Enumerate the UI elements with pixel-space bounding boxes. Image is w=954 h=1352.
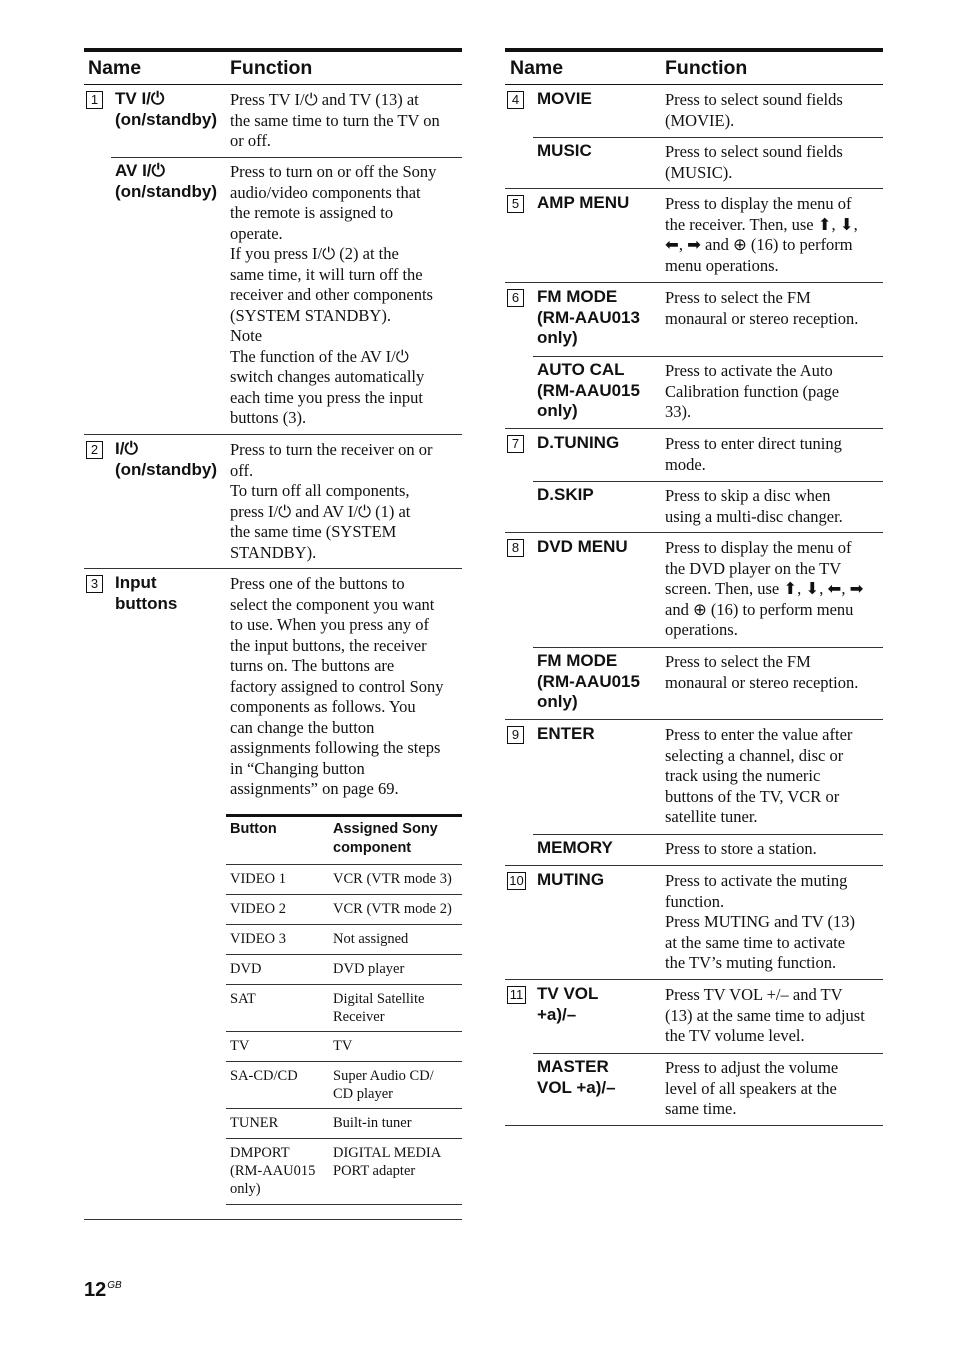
row-name: D.TUNING xyxy=(537,433,620,452)
row-name: AV I/⏻ (on/standby) xyxy=(115,161,217,201)
row-number: 9 xyxy=(507,726,524,744)
left-table-header xyxy=(84,48,462,85)
row-function: Press to turn on or off the Sony audio/video components that the remote is assigned to operate. If you press I/⏻ (2) at the same time, it will turn off the receiver and other components (SYSTEM STANDBY). Note The function of the AV I/⏻ switch changes automatically each time you press the input buttons (3). xyxy=(230,162,437,427)
cell-component: Not assigned xyxy=(333,931,409,947)
row-number: 2 xyxy=(86,441,103,459)
table-row xyxy=(84,435,462,569)
row-number: 4 xyxy=(507,91,524,109)
row-function: Press to select the FM monaural or stereo reception. xyxy=(665,288,859,328)
row-name: FM MODE (RM-AAU013 only) xyxy=(537,287,640,347)
row-function: Press to turn the receiver on or off. To turn off all components, press I/⏻ and AV I/⏻ (1) at the same time (SYSTEM STANDBY). xyxy=(230,440,433,562)
row-number: 3 xyxy=(86,575,103,593)
header-name: Name xyxy=(88,57,142,79)
cell-button: VIDEO 2 xyxy=(230,901,286,917)
row-number: 5 xyxy=(507,195,524,213)
left-table-bottom-rule xyxy=(84,1219,462,1220)
sub-table-row xyxy=(226,955,462,985)
sub-table-row xyxy=(226,925,462,955)
table-row xyxy=(84,569,462,1219)
table-row xyxy=(505,189,883,283)
table-row xyxy=(505,85,883,137)
row-function: Press to adjust the volume level of all speakers at the same time. xyxy=(665,1058,839,1118)
table-row xyxy=(84,85,462,157)
sub-table-row xyxy=(226,1109,462,1139)
row-function: Press to select the FM monaural or stereo reception. xyxy=(665,652,859,692)
row-function: Press to activate the Auto Calibration function (page 33). xyxy=(665,361,840,421)
row-name: TV I/⏻ (on/standby) xyxy=(115,89,217,129)
row-function: Press to select sound fields (MOVIE). xyxy=(665,90,843,130)
row-name: MUTING xyxy=(537,870,605,889)
cell-component: VCR (VTR mode 2) xyxy=(333,901,452,917)
table-row xyxy=(505,980,883,1053)
page-suffix: GB xyxy=(107,1280,122,1291)
row-function: Press TV VOL +/– and TV (13) at the same time to adjust the TV volume level. xyxy=(665,985,865,1045)
header-function: Function xyxy=(665,57,748,79)
cell-button: VIDEO 1 xyxy=(230,871,286,887)
sub-table-row xyxy=(226,1032,462,1062)
row-name: MEMORY xyxy=(537,838,613,857)
page-number-value: 12 xyxy=(84,1279,107,1301)
page-number xyxy=(84,1279,122,1302)
row-name: MOVIE xyxy=(537,89,592,108)
sub-table-row xyxy=(226,895,462,925)
table-row xyxy=(505,137,883,189)
header-name: Name xyxy=(510,57,564,79)
table-row xyxy=(505,481,883,533)
sub-table-header xyxy=(226,814,462,865)
row-function: Press to display the menu of the DVD player on the TV screen. Then, use ⬆, ⬇, ⬅, ➡ and ⊕ (16) to perform menu operations. xyxy=(665,538,864,639)
sub-table-row xyxy=(226,865,462,895)
cell-component: TV xyxy=(333,1038,353,1054)
cell-button: SA-CD/CD xyxy=(230,1068,298,1084)
row-name: MASTER VOL +a)/– xyxy=(537,1057,616,1097)
row-function: Press to store a station. xyxy=(665,839,817,858)
row-name: I/⏻ (on/standby) xyxy=(115,439,217,479)
right-table-header xyxy=(505,48,883,85)
row-function: Press to skip a disc when using a multi-disc changer. xyxy=(665,486,843,526)
row-name: FM MODE (RM-AAU015 only) xyxy=(537,651,640,711)
row-number: 10 xyxy=(507,872,526,890)
row-number: 7 xyxy=(507,435,524,453)
row-number: 1 xyxy=(86,91,103,109)
row-function: Press one of the buttons to select the component you want to use. When you press any of the input buttons, the receiver turns on. The buttons are factory assigned to control Sony components as follows. You can change the button assignments following the steps in “Changing button assignments” on page 69. xyxy=(230,574,444,798)
cell-component: VCR (VTR mode 3) xyxy=(333,871,452,887)
table-row xyxy=(505,720,883,834)
table-row xyxy=(505,1053,883,1126)
row-name: Input buttons xyxy=(115,573,178,613)
row-name: TV VOL +a)/– xyxy=(537,984,599,1024)
table-row xyxy=(505,866,883,980)
row-number: 6 xyxy=(507,289,524,307)
row-name: AUTO CAL (RM-AAU015 only) xyxy=(537,360,640,420)
sub-header-button: Button xyxy=(230,821,277,837)
sub-header-component: Assigned Sony component xyxy=(333,821,438,856)
row-number: 8 xyxy=(507,539,524,557)
cell-component: Digital Satellite Receiver xyxy=(333,991,425,1025)
row-function: Press TV I/⏻ and TV (13) at the same time to turn the TV on or off. xyxy=(230,90,440,150)
row-name: AMP MENU xyxy=(537,193,630,212)
table-row xyxy=(505,356,883,429)
row-function: Press to display the menu of the receiver. Then, use ⬆, ⬇, ⬅, ➡ and ⊕ (16) to perform menu operations. xyxy=(665,194,858,275)
row-function: Press to enter direct tuning mode. xyxy=(665,434,842,474)
row-name: ENTER xyxy=(537,724,595,743)
row-name: DVD MENU xyxy=(537,537,628,556)
cell-component: DVD player xyxy=(333,961,405,977)
sub-table-row xyxy=(226,985,462,1032)
cell-component: Built-in tuner xyxy=(333,1115,412,1131)
row-number: 11 xyxy=(507,986,526,1004)
table-row xyxy=(84,157,462,435)
row-name: MUSIC xyxy=(537,141,592,160)
table-row xyxy=(505,834,883,866)
row-function: Press to select sound fields (MUSIC). xyxy=(665,142,843,182)
table-row xyxy=(505,647,883,720)
cell-button: DVD xyxy=(230,961,262,977)
cell-button: TV xyxy=(230,1038,250,1054)
row-function: Press to activate the muting function. Press MUTING and TV (13) at the same time to activate the TV’s muting function. xyxy=(665,871,856,972)
table-row xyxy=(505,283,883,356)
cell-button: DMPORT (RM-AAU015 only) xyxy=(230,1145,316,1197)
input-assignment-table xyxy=(226,814,462,1205)
header-function: Function xyxy=(230,57,313,79)
cell-component: DIGITAL MEDIA PORT adapter xyxy=(333,1145,442,1179)
table-row xyxy=(505,533,883,647)
right-table xyxy=(505,48,883,1126)
cell-button: SAT xyxy=(230,991,256,1007)
cell-button: TUNER xyxy=(230,1115,279,1131)
sub-table-row xyxy=(226,1062,462,1109)
sub-table-row xyxy=(226,1139,462,1205)
cell-button: VIDEO 3 xyxy=(230,931,286,947)
row-function: Press to enter the value after selecting a channel, disc or track using the numeric buttons of the TV, VCR or satellite tuner. xyxy=(665,725,853,826)
table-row xyxy=(505,429,883,481)
row-name: D.SKIP xyxy=(537,485,594,504)
cell-component: Super Audio CD/ CD player xyxy=(333,1068,434,1102)
left-table xyxy=(84,48,462,1219)
